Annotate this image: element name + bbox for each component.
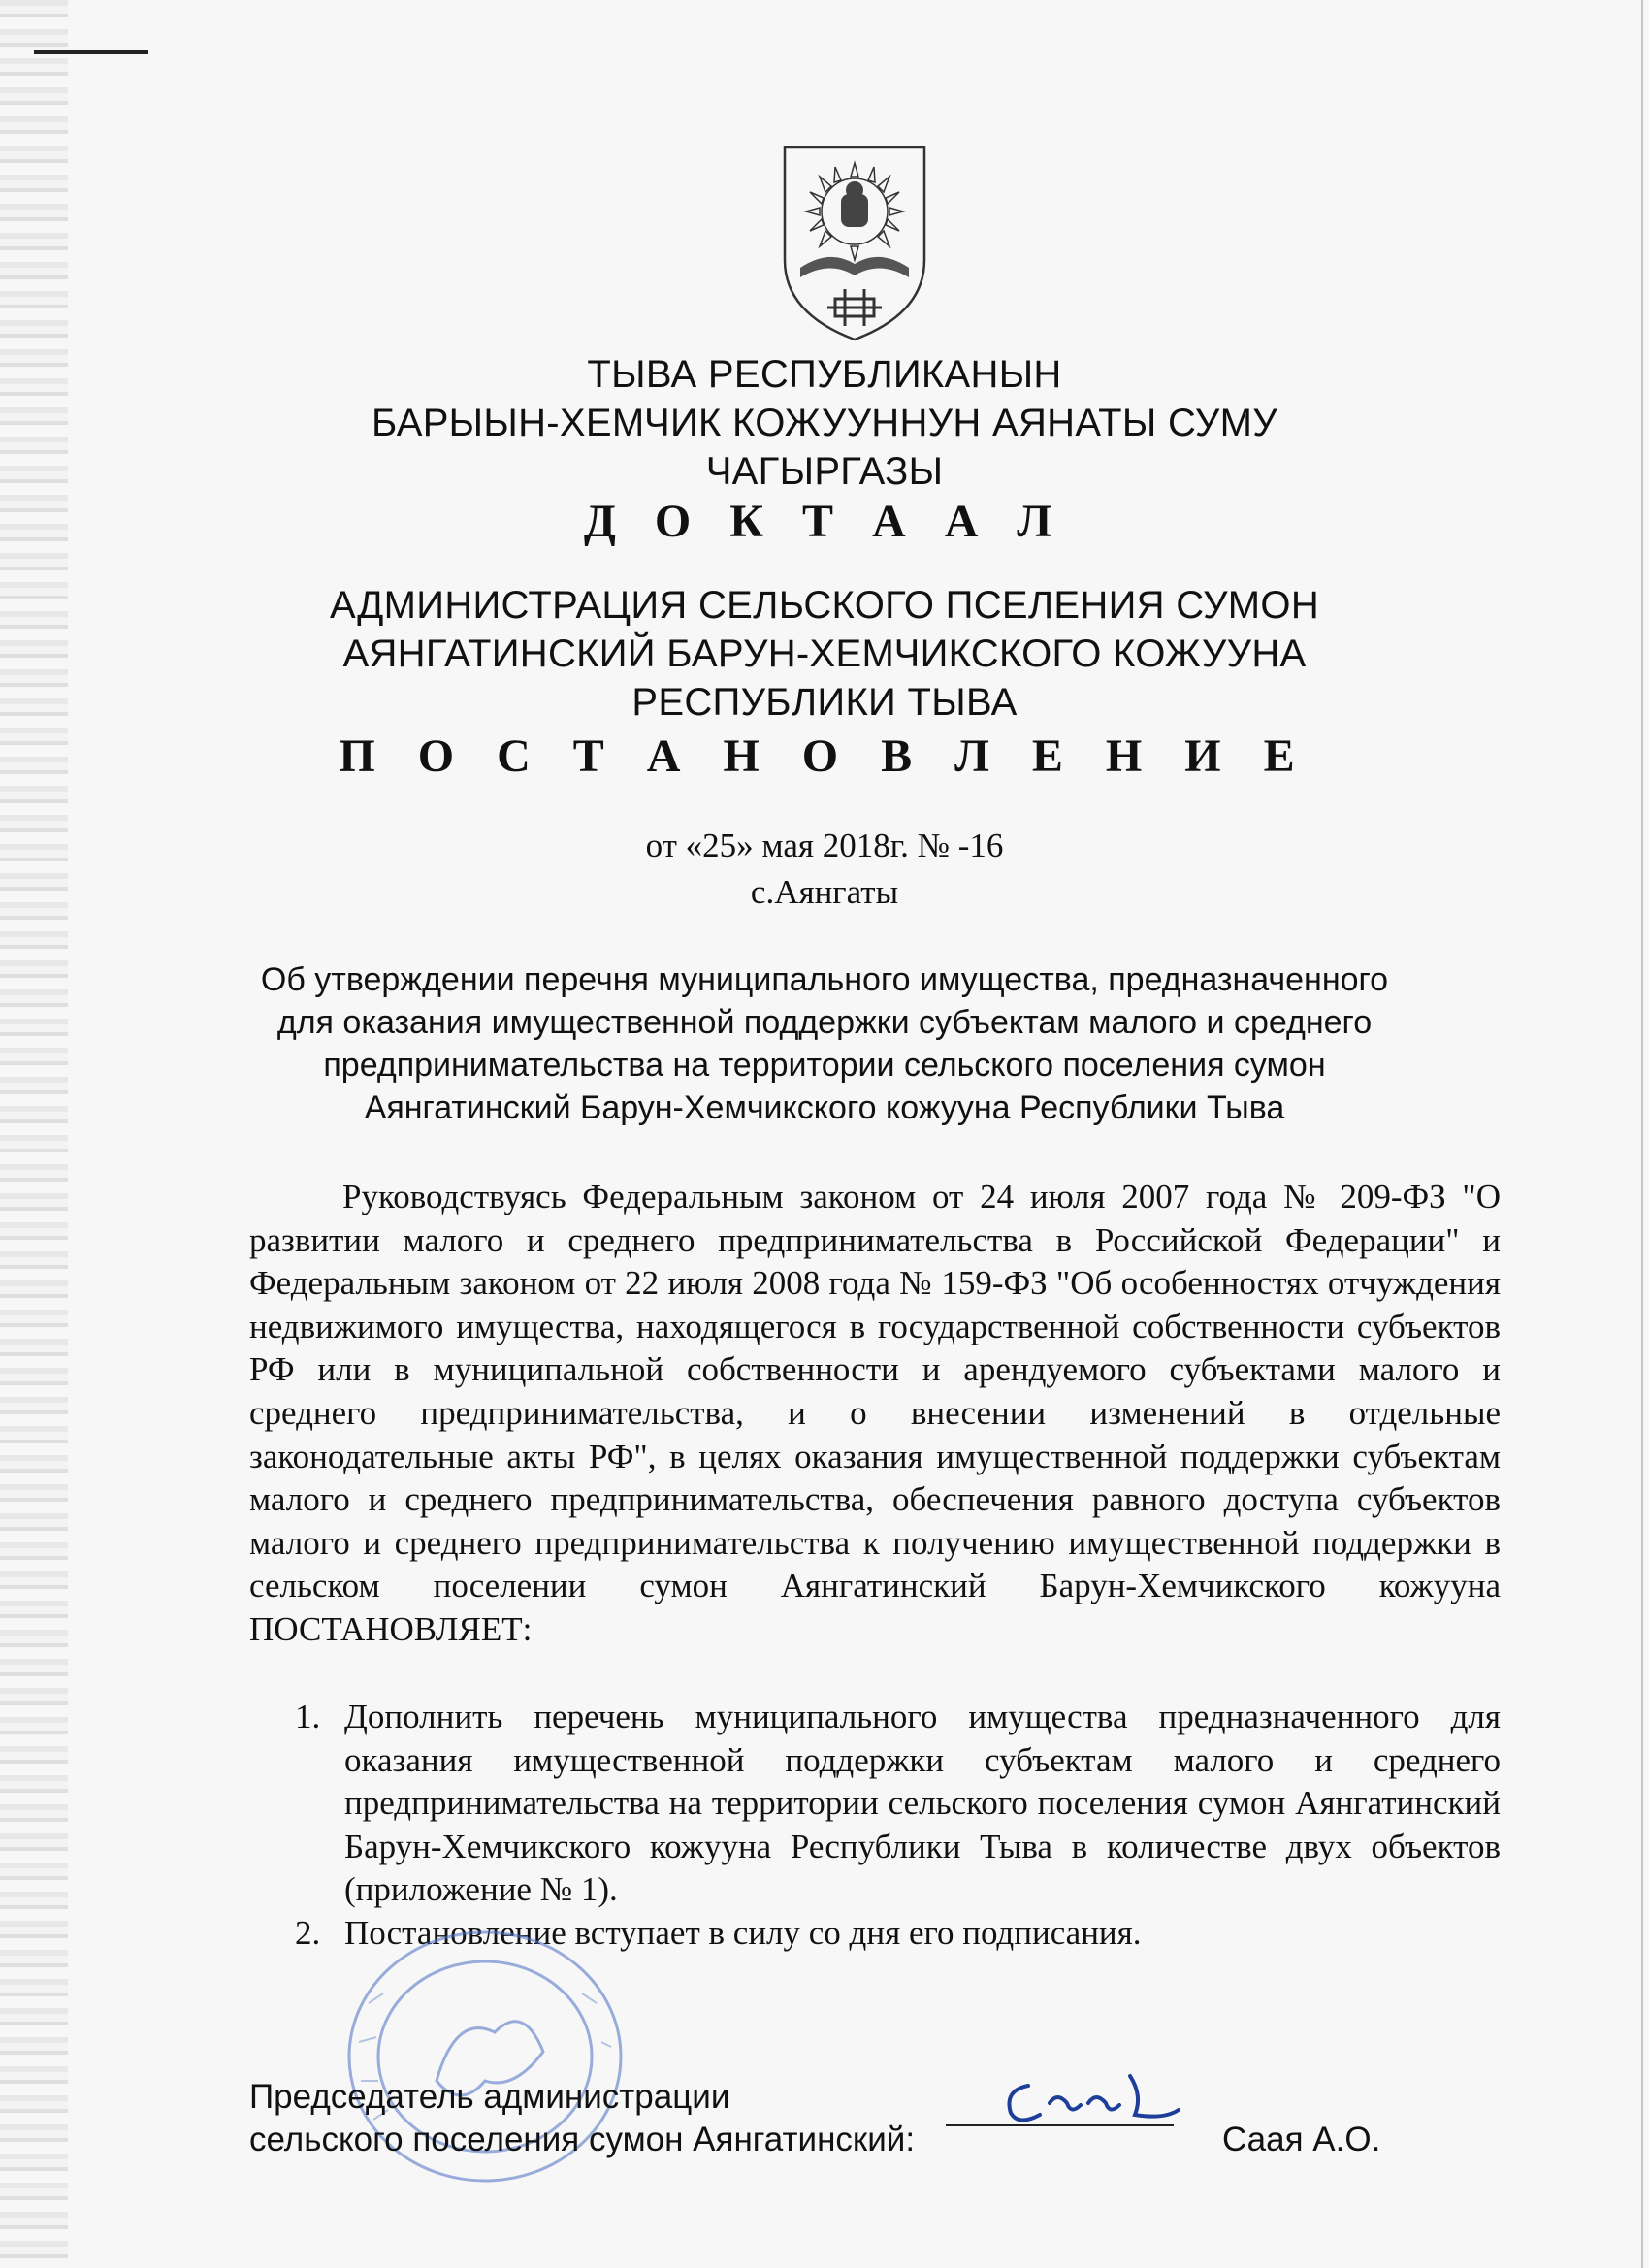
subject-line3: предпринимательства на территории сельского поселения сумон <box>323 1047 1326 1084</box>
header-russian-line2: АЯНГАТИНСКИЙ БАРУН-ХЕМЧИКСКОГО КОЖУУНА <box>342 632 1307 675</box>
item-text: Дополнить перечень муниципального имущества предназначенного для оказания имущественной поддержки субъектам малого и среднего предпринимательства на территории сельского поселения сумон Аянгатинский Барун-Хемчикского кожууна Республики Тыва в количестве двух объектов (приложение № 1). <box>344 1698 1501 1909</box>
resolution-item <box>281 1696 1501 1912</box>
doc-kind-russian: П О С Т А Н О В Л Е Н И Е <box>339 730 1310 782</box>
scan-edge-artifact <box>0 0 68 2268</box>
scan-mark <box>34 50 148 54</box>
header-russian-line1: АДМИНИСТРАЦИЯ СЕЛЬСКОГО ПСЕЛЕНИЯ СУМОН <box>329 584 1320 627</box>
subject-line2: для оказания имущественной поддержки субъектам малого и среднего <box>276 1004 1373 1041</box>
item-number: 2. <box>295 1913 321 1952</box>
signatory-name: Саая А.О. <box>1222 2121 1381 2158</box>
header-russian-line3: РЕСПУБЛИКИ ТЫВА <box>631 681 1018 724</box>
signatory-title-line2: сельского поселения сумон Аянгатинский: <box>249 2121 916 2158</box>
header-tuvan-line3: ЧАГЫРГАЗЫ <box>705 450 944 493</box>
item-number: 1. <box>295 1698 321 1735</box>
item-text: Постановление вступает в силу со дня его подписания. <box>344 1913 1142 1952</box>
document-place: с.Аянгаты <box>750 873 899 911</box>
preamble-block <box>249 1176 1501 1652</box>
coat-of-arms-emblem <box>781 144 928 343</box>
header-tuvan-line1: ТЫВА РЕСПУБЛИКАНЫН <box>587 353 1062 396</box>
subject-line4: Аянгатинский Барун-Хемчикского кожууна Республики Тыва <box>364 1089 1285 1126</box>
subject-line1: Об утверждении перечня муниципального имущества, предназначенного <box>260 961 1389 998</box>
signatory-title-line1: Председатель администрации <box>249 2078 730 2116</box>
preamble-text: Руководствуясь Федеральным законом от 24 июля 2007 года № 209-ФЗ "О развитии малого и среднего предпринимательства в Российской Федерации" и Федеральным законом от 22 июля 2008 года № 159-ФЗ "Об особенностях отчуждения недвижимого имущества, находящегося в государственной собственности субъектов РФ или в муниципальной собственности и арендуемого субъектами малого и среднего предпринимательства, и о внесении изменений в отдельные законодательные акты РФ", в целях оказания имущественной поддержки субъектам малого и среднего предпринимательства, обеспечения равного доступа субъектов малого и среднего предпринимательства к получению имущественной поддержки в сельском поселении сумон Аянгатинский Барун-Хемчикского кожууна ПОСТАНОВЛЯЕТ: <box>249 1178 1501 1648</box>
page-edge <box>1641 0 1643 2268</box>
handwritten-signature <box>999 2066 1183 2134</box>
document-date: от «25» мая 2018г. № -16 <box>645 826 1004 864</box>
header-tuvan-line2: БАРЫЫН-ХЕМЧИК КОЖУУННУН АЯНАТЫ СУМУ <box>372 402 1277 444</box>
doc-kind-tuvan: Д О К Т А А Л <box>583 496 1066 547</box>
resolution-items <box>281 1696 1501 1956</box>
